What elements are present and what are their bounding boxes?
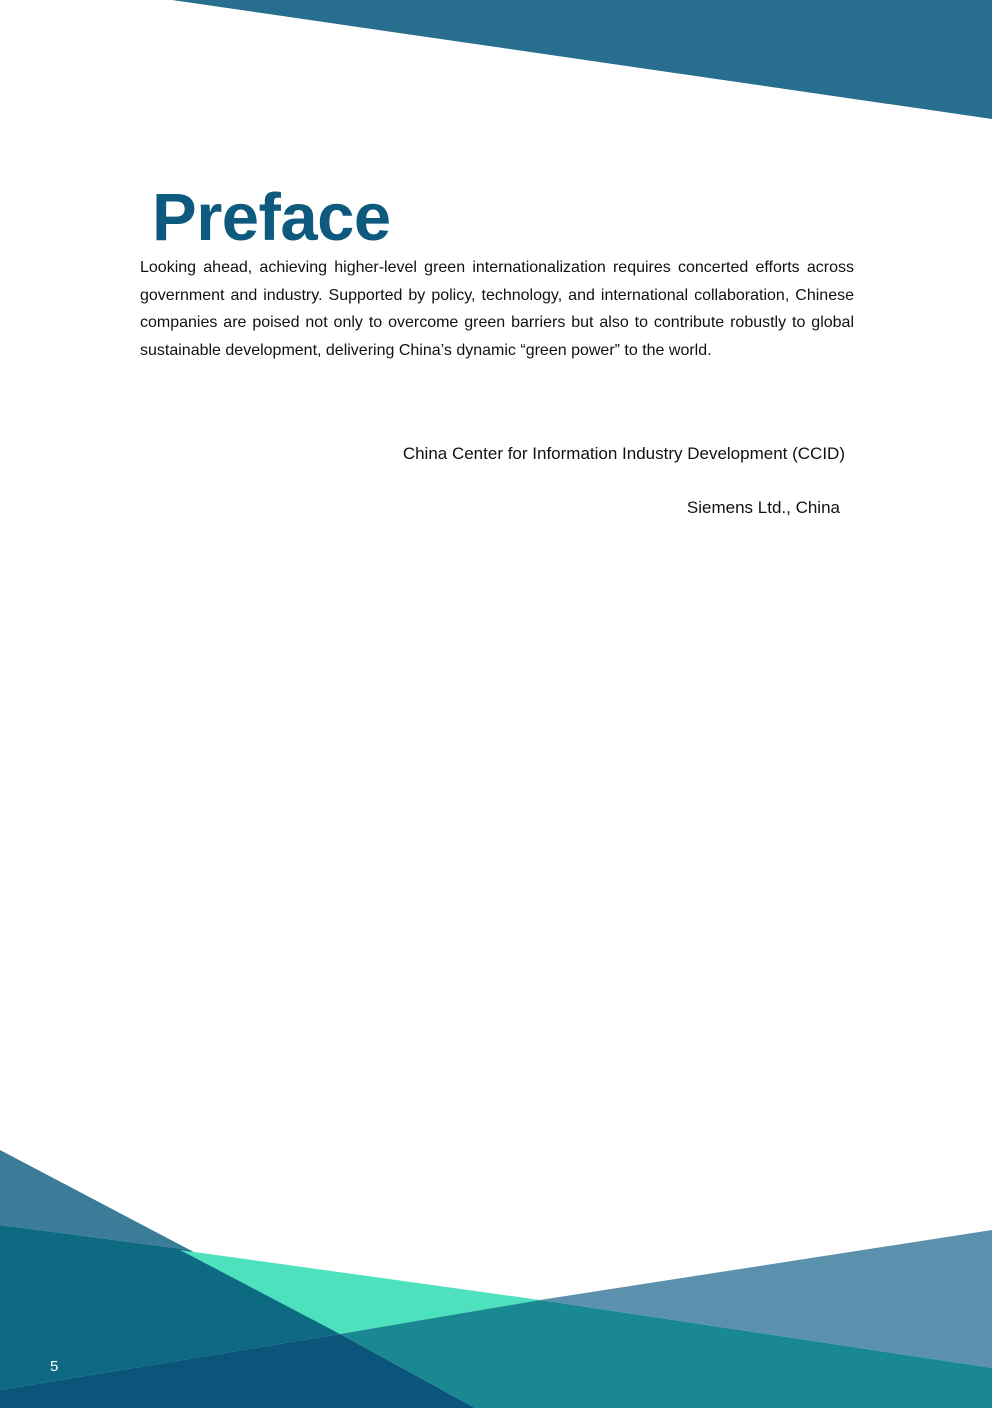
signature-siemens: Siemens Ltd., China [686, 498, 840, 517]
signature-ccid: China Center for Information Industry Development (CCID) [402, 444, 845, 463]
page-number: 5 [50, 1358, 59, 1375]
top-decorative-band [172, 0, 992, 119]
page-title: Preface [152, 180, 391, 255]
preface-paragraph: Looking ahead, achieving higher-level green internationalization requires concerted efforts across government and industry. Supported by policy, technology, and international collaboration, Chinese companies are poised not only to overcome green barriers but also to contribute robustly to global sustainable development, delivering China’s dynamic “green power” to the world. [140, 259, 854, 359]
